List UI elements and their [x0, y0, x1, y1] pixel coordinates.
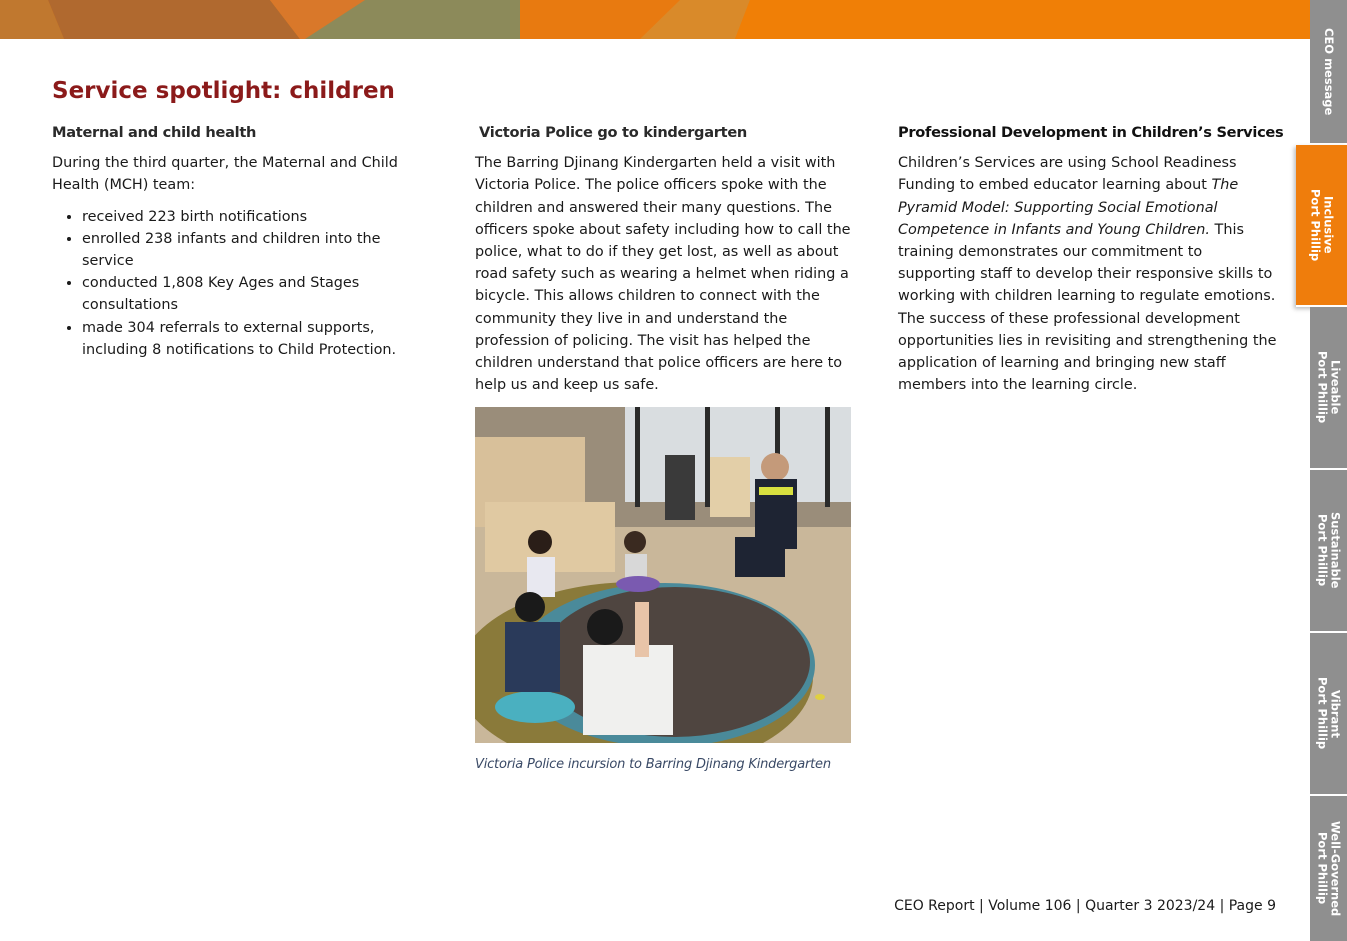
page-footer: CEO Report | Volume 106 | Quarter 3 2023/24 | Page 9	[894, 898, 1276, 914]
tab-inclusive-port-phillip[interactable]	[1296, 145, 1347, 307]
professional-development-body	[898, 152, 1278, 396]
tab-label: Well-Governed Port Phillip	[1315, 820, 1343, 917]
list-item: • received 223 birth notifications	[82, 206, 424, 228]
professional-development-heading: Professional Development in Children’s Services	[898, 124, 1284, 141]
photo-caption: Victoria Police incursion to Barring Djinang Kindergarten	[475, 757, 831, 773]
header-banner	[0, 0, 1310, 39]
tab-well-governed-port-phillip[interactable]	[1310, 796, 1347, 941]
program-title: The Pyramid Model: Supporting Social Emotional Competence in Infants and Young Children.	[898, 177, 1239, 238]
tab-vibrant-port-phillip[interactable]	[1310, 633, 1347, 796]
police-kindergarten-heading: Victoria Police go to kindergarten	[479, 124, 748, 141]
maternal-health-list	[52, 206, 424, 361]
body-text: This training demonstrates our commitment to supporting staff to develop their responsive skills to working with children learning to regulate emotions. The success of these professional development opportunities lies in revisiting and strengthening the application of learning and bringing new staff members into the learning circle.	[898, 221, 1277, 394]
kindergarten-photo	[475, 407, 851, 743]
body-text: Children’s Services are using School Readiness Funding to embed educator learning about	[898, 155, 1237, 194]
tab-sustainable-port-phillip[interactable]	[1310, 470, 1347, 633]
kindergarten-photo-illustration	[475, 407, 851, 743]
list-item: • conducted 1,808 Key Ages and Stages consultations	[82, 272, 424, 316]
police-kindergarten-body: The Barring Djinang Kindergarten held a visit with Victoria Police. The police officers spoke with the children and answered their many questions. The officers spoke about safety including how to call the police, what to do if they get lost, as well as about road safety such as wearing a helmet when riding a bicycle. This allows children to connect with the community they live in and understand the profession of policing. The visit has helped the children understand that police officers are here to help us and keep us safe.	[475, 155, 851, 394]
tab-label: Liveable Port Phillip	[1315, 351, 1343, 424]
list-item: • enrolled 238 infants and children into the service	[82, 228, 424, 272]
maternal-health-section	[52, 122, 424, 361]
list-item: • made 304 referrals to external supports, including 8 notifications to Child Protection.	[82, 317, 424, 361]
page-title: Service spotlight: children	[52, 78, 395, 104]
maternal-health-heading: Maternal and child health	[52, 124, 257, 141]
tab-label: Vibrant Port Phillip	[1315, 677, 1343, 750]
tab-liveable-port-phillip[interactable]	[1310, 307, 1347, 470]
tab-label: Sustainable Port Phillip	[1315, 512, 1343, 589]
section-tabs	[1310, 0, 1347, 941]
tab-label: CEO message	[1322, 27, 1336, 116]
tab-label: Inclusive Port Phillip	[1308, 188, 1336, 262]
tab-ceo-message[interactable]	[1310, 0, 1347, 145]
police-kindergarten-section	[475, 122, 853, 777]
banner-pattern	[0, 0, 1310, 39]
professional-development-section	[898, 122, 1284, 396]
maternal-health-intro: During the third quarter, the Maternal and Child Health (MCH) team:	[52, 155, 398, 194]
